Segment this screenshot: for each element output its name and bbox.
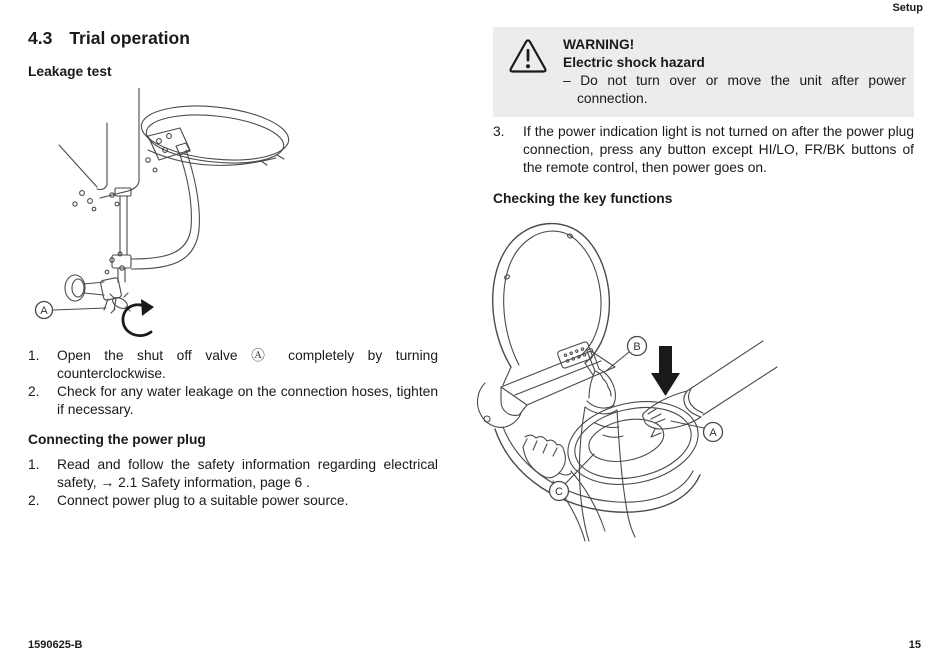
document-number: 1590625-B [28, 639, 83, 651]
step-text: Read and follow the safety information regarding electrical safety, → 2.1 Safety information, page 6 . [57, 457, 438, 490]
step-text: If the power indication light is not turned on after the power plug connection, press any button except HI/LO, FR/BK buttons of the remote control, then power goes on. [523, 124, 914, 175]
key-functions-figure [475, 215, 795, 545]
seat-ring [560, 390, 706, 496]
shut-off-valve [65, 275, 130, 313]
keypad-icon [557, 341, 593, 369]
step-number: 1. [28, 348, 40, 363]
step-number: 3. [493, 124, 505, 139]
svg-text:C: C [555, 486, 563, 498]
list-item [28, 383, 438, 419]
step-text: Connect power plug to a suitable power source. [57, 493, 349, 508]
left-column [28, 28, 438, 510]
press-down-arrow-icon [651, 346, 680, 396]
warning-title: WARNING! [563, 37, 635, 52]
connecting-steps-list [28, 456, 438, 510]
warning-box [493, 27, 914, 117]
connecting-power-heading: Connecting the power plug [28, 432, 206, 447]
warning-item: – Do not turn over or move the unit after power connection. [563, 73, 906, 106]
figure-label-a [671, 421, 723, 442]
warning-subtitle: Electric shock hazard [563, 55, 705, 70]
pressing-hand [579, 349, 635, 541]
figure-label-a [36, 302, 107, 319]
step-number: 1. [28, 457, 40, 472]
section-number: 4.3 [28, 28, 53, 48]
connection-hose [131, 150, 199, 269]
step-text: Check for any water leakage on the connection hoses, tighten if necessary. [57, 384, 438, 417]
unit-base [495, 427, 700, 512]
figure-label-b [606, 337, 647, 372]
water-drop-icons [73, 158, 157, 274]
control-deck [501, 341, 615, 415]
list-item [28, 347, 438, 383]
leakage-test-figure [30, 88, 310, 338]
bidet-seat-side [139, 99, 292, 169]
step-number: 2. [28, 493, 40, 508]
right-column [493, 27, 914, 545]
step-number: 2. [28, 384, 40, 399]
hinge-block [478, 383, 521, 427]
checking-keys-heading: Checking the key functions [493, 191, 673, 206]
section-title-text: Trial operation [69, 28, 190, 48]
svg-text:A: A [709, 427, 717, 439]
warning-triangle-icon [508, 38, 548, 75]
list-item [28, 492, 438, 510]
toilet-tank [59, 88, 139, 198]
svg-text:B: B [633, 341, 641, 353]
toilet-lid-open [493, 224, 610, 385]
leakage-steps-list [28, 347, 438, 419]
page-number: 15 [908, 639, 921, 651]
water-supply-pipe [112, 188, 131, 282]
leakage-test-heading: Leakage test [28, 64, 112, 79]
warning-icon-cell [493, 36, 563, 108]
running-header: Setup [892, 2, 923, 14]
list-item [28, 456, 438, 492]
section-title [28, 28, 438, 49]
warning-text [563, 36, 906, 108]
list-item [493, 123, 914, 177]
svg-text:A: A [40, 305, 48, 317]
step-text: Open the shut off valve Ⓐ completely by turning counterclockwise. [57, 348, 438, 381]
